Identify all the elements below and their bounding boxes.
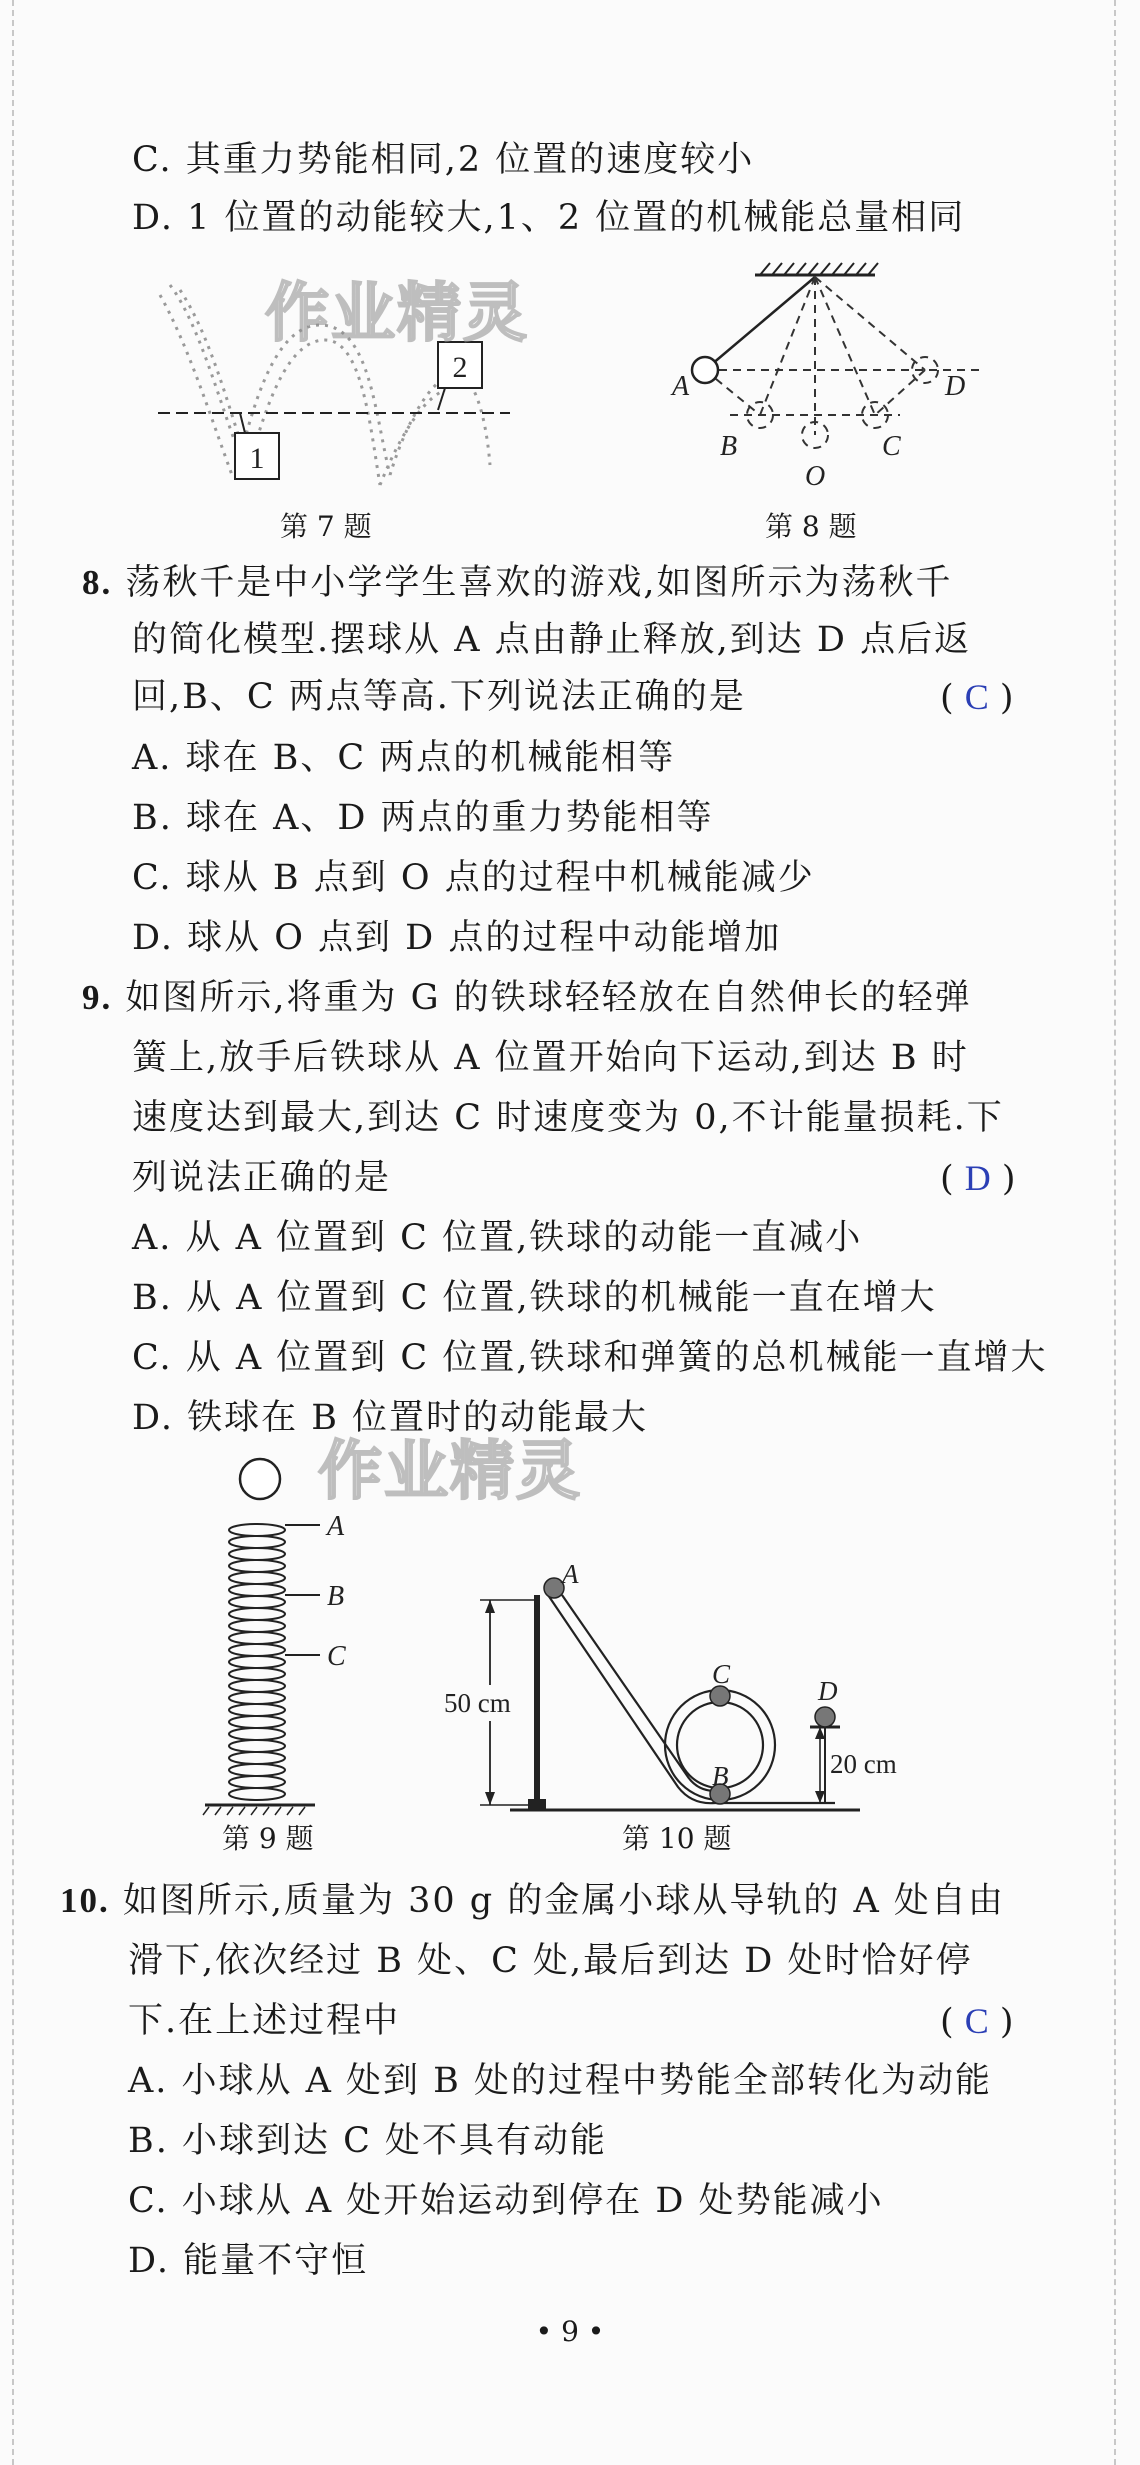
fig10-label-a: A bbox=[562, 1559, 579, 1589]
q8-option-c: C. 球从 B 点到 O 点的过程中机械能减少 bbox=[132, 858, 815, 898]
q10-option-c: C. 小球从 A 处开始运动到停在 D 处势能减小 bbox=[128, 2181, 884, 2221]
q9-answer-bracket: ( D ) bbox=[940, 1158, 1016, 1199]
fig7-label-1-callout bbox=[235, 413, 279, 479]
q10-option-b: B. 小球到达 C 处不具有动能 bbox=[128, 2121, 608, 2161]
fig10-ball-c bbox=[710, 1686, 730, 1706]
fig8-caption: 第 8 题 bbox=[765, 510, 857, 543]
fig7-label-2: 2 bbox=[452, 351, 468, 384]
fig9-label-c: C bbox=[327, 1641, 346, 1672]
q9-option-b: B. 从 A 位置到 C 位置,铁球的机械能一直在增大 bbox=[132, 1278, 937, 1318]
q10-stem-line-1: 10. 如图所示,质量为 30 g 的金属小球从导轨的 A 处自由 bbox=[60, 1881, 1005, 1921]
watermark-middle: 作业精灵 bbox=[318, 1435, 582, 1509]
q7-option-d: D. 1 位置的动能较大,1、2 位置的机械能总量相同 bbox=[132, 198, 966, 238]
fig10-ball-d bbox=[815, 1707, 835, 1727]
fig9-caption: 第 9 题 bbox=[222, 1822, 314, 1855]
q9-stem-line-3: 速度达到最大,到达 C 时速度变为 0,不计能量损耗.下 bbox=[132, 1098, 1004, 1138]
q10-answer: C bbox=[964, 2001, 989, 2041]
figure-8 bbox=[660, 255, 990, 505]
q9-stem-line-4: 列说法正确的是 bbox=[132, 1158, 392, 1198]
fig8-label-d: D bbox=[945, 371, 966, 402]
fig8-ball-a bbox=[692, 357, 718, 383]
q9-number: 9. bbox=[82, 978, 113, 1017]
page-number: • 9 • bbox=[535, 2315, 605, 2348]
watermark-top: 作业精灵 bbox=[265, 277, 529, 351]
q9-stem-line-2: 簧上,放手后铁球从 A 位置开始向下运动,到达 B 时 bbox=[132, 1038, 969, 1078]
q8-answer-bracket: ( C ) bbox=[940, 677, 1014, 718]
q10-answer-bracket: ( C ) bbox=[940, 2001, 1014, 2042]
fig10-label-d: D bbox=[818, 1676, 838, 1706]
right-margin-line bbox=[1114, 0, 1116, 2465]
q9-option-a: A. 从 A 位置到 C 位置,铁球的动能一直减小 bbox=[132, 1218, 863, 1258]
q8-option-a: A. 球在 B、C 两点的机械能相等 bbox=[132, 738, 676, 778]
fig7-caption: 第 7 题 bbox=[280, 510, 372, 543]
q9-stem-line-1: 9. 如图所示,将重为 G 的铁球轻轻放在自然伸长的轻弹 bbox=[82, 978, 972, 1018]
fig9-label-b: B bbox=[327, 1581, 345, 1612]
figure-9 bbox=[195, 1455, 385, 1815]
fig10-label-b: B bbox=[712, 1761, 729, 1791]
q8-stem-line-3: 回,B、C 两点等高.下列说法正确的是 bbox=[132, 677, 746, 717]
q10-number: 10. bbox=[60, 1881, 110, 1920]
figure-10 bbox=[430, 1555, 897, 1815]
fig10-label-c: C bbox=[712, 1659, 731, 1689]
q10-option-a: A. 小球从 A 处到 B 处的过程中势能全部转化为动能 bbox=[128, 2061, 993, 2101]
q8-option-d: D. 球从 O 点到 D 点的过程中动能增加 bbox=[132, 918, 782, 958]
fig9-label-a: A bbox=[327, 1511, 345, 1542]
q10-stem-line-3: 下.在上述过程中 bbox=[128, 2001, 401, 2041]
q8-stem-line-2: 的简化模型.摆球从 A 点由静止释放,到达 D 点后返 bbox=[132, 620, 972, 660]
q9-option-d: D. 铁球在 B 位置时的动能最大 bbox=[132, 1398, 649, 1438]
q10-stem-line-2: 滑下,依次经过 B 处、C 处,最后到达 D 处时恰好停 bbox=[128, 1941, 973, 1981]
fig8-label-o: O bbox=[805, 461, 826, 492]
fig8-label-c: C bbox=[882, 431, 901, 462]
q10-option-d: D. 能量不守恒 bbox=[128, 2241, 369, 2281]
fig8-label-a: A bbox=[672, 371, 690, 402]
q9-option-c: C. 从 A 位置到 C 位置,铁球和弹簧的总机械能一直增大 bbox=[132, 1338, 1048, 1378]
fig10-height-20-label: 20 cm bbox=[830, 1749, 897, 1779]
q8-stem-line-1: 8. 荡秋千是中小学学生喜欢的游戏,如图所示为荡秋千 bbox=[82, 563, 953, 603]
fig10-caption: 第 10 题 bbox=[622, 1822, 732, 1855]
q8-number: 8. bbox=[82, 563, 113, 602]
fig8-label-b: B bbox=[720, 431, 738, 462]
q7-option-c: C. 其重力势能相同,2 位置的速度较小 bbox=[132, 140, 755, 180]
q9-answer: D bbox=[964, 1158, 991, 1198]
q8-answer: C bbox=[964, 677, 989, 717]
fig10-height-50-label: 50 cm bbox=[444, 1688, 511, 1718]
fig7-label-1: 1 bbox=[249, 442, 265, 475]
left-margin-line bbox=[12, 0, 14, 2465]
fig9-iron-ball bbox=[240, 1459, 280, 1499]
q8-option-b: B. 球在 A、D 两点的重力势能相等 bbox=[132, 798, 714, 838]
fig10-ball-a bbox=[544, 1578, 564, 1598]
